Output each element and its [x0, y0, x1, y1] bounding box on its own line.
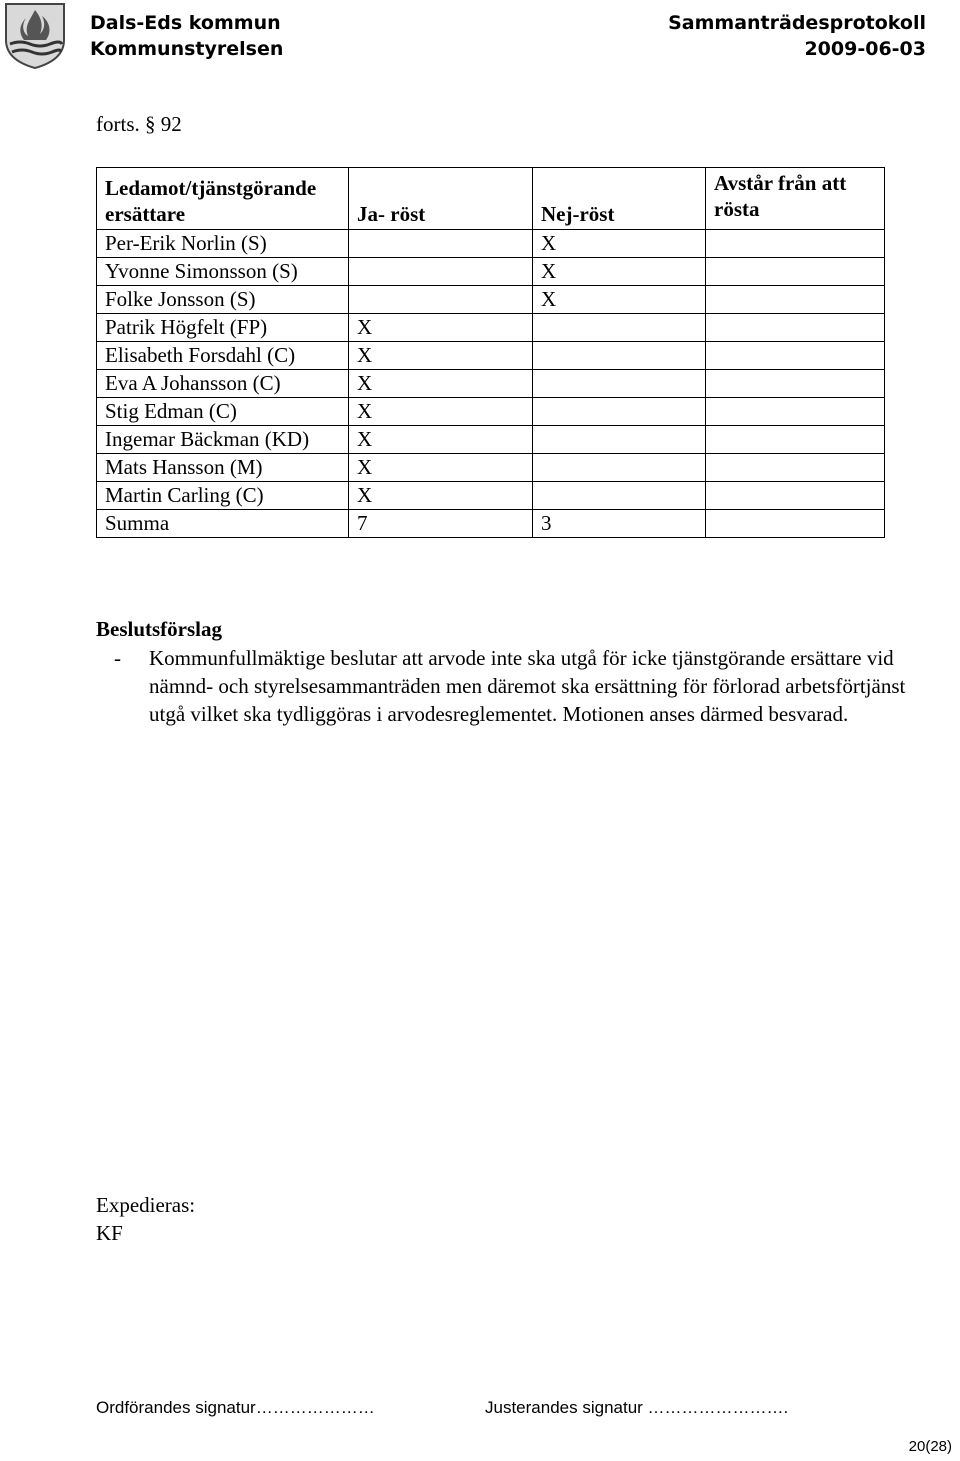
- cell-nej: X: [533, 258, 706, 286]
- table-row: [97, 426, 885, 454]
- table-row: [97, 314, 885, 342]
- cell-avstar: [706, 426, 885, 454]
- cell-avstar: [706, 286, 885, 314]
- cell-name: Elisabeth Forsdahl (C): [97, 342, 349, 370]
- cell-avstar: [706, 398, 885, 426]
- cell-avstar: [706, 314, 885, 342]
- cell-nej: X: [533, 230, 706, 258]
- cell-ja: X: [349, 342, 533, 370]
- cell-avstar: [706, 258, 885, 286]
- table-row: [97, 342, 885, 370]
- cell-nej: [533, 314, 706, 342]
- vote-table-header: [97, 168, 885, 230]
- header-right: [668, 10, 926, 62]
- cell-name: Martin Carling (C): [97, 482, 349, 510]
- proposal-title: Beslutsförslag: [96, 617, 222, 641]
- cell-ja: X: [349, 314, 533, 342]
- cell-name: Eva A Johansson (C): [97, 370, 349, 398]
- cell-nej: [533, 370, 706, 398]
- table-row: [97, 398, 885, 426]
- chair-signature: Ordförandes signatur…………………: [96, 1398, 375, 1417]
- table-row: [97, 370, 885, 398]
- vote-table: [96, 167, 885, 538]
- table-row: [97, 454, 885, 482]
- expedieras-label: Expedieras:: [96, 1193, 196, 1217]
- table-row: [97, 258, 885, 286]
- vote-table-body: [97, 230, 885, 538]
- cell-nej: [533, 454, 706, 482]
- proposal-body: [114, 644, 914, 728]
- cell-ja: X: [349, 454, 533, 482]
- cell-ja: X: [349, 482, 533, 510]
- cell-nej: [533, 342, 706, 370]
- cell-name: Summa: [97, 510, 349, 538]
- proposal-text: Kommunfullmäktige beslutar att arvode inte ska utgå för icke tjänstgörande ersättare vid nämnd- och styrelsesammanträden men däremot ska ersättning för förlorad arbetsförtjänst utgå vilket ska tydliggöras i arvodesreglementet. Motionen anses därmed besvarad.: [149, 646, 906, 726]
- cell-ja: X: [349, 398, 533, 426]
- cell-name: Mats Hansson (M): [97, 454, 349, 482]
- cell-ja: [349, 230, 533, 258]
- cell-avstar: [706, 454, 885, 482]
- page-number: 20(28): [908, 1438, 952, 1455]
- org-name: Dals-Eds kommun: [90, 12, 281, 34]
- cell-nej: 3: [533, 510, 706, 538]
- cell-name: Folke Jonsson (S): [97, 286, 349, 314]
- cell-ja: X: [349, 370, 533, 398]
- continuation-label: forts. § 92: [96, 112, 182, 136]
- cell-ja: [349, 286, 533, 314]
- header-ja: Ja- röst: [349, 168, 533, 230]
- header-nej: Nej-röst: [533, 168, 706, 230]
- cell-avstar: [706, 370, 885, 398]
- cell-ja: 7: [349, 510, 533, 538]
- table-row: [97, 510, 885, 538]
- cell-nej: [533, 426, 706, 454]
- cell-name: Yvonne Simonsson (S): [97, 258, 349, 286]
- cell-avstar: [706, 230, 885, 258]
- expedieras-recipient: KF: [96, 1221, 123, 1245]
- cell-avstar: [706, 342, 885, 370]
- cell-name: Ingemar Bäckman (KD): [97, 426, 349, 454]
- cell-nej: [533, 398, 706, 426]
- header-left: [90, 10, 283, 62]
- table-row: [97, 230, 885, 258]
- table-row: [97, 482, 885, 510]
- adjuster-signature: Justerandes signatur …………………….: [485, 1398, 789, 1417]
- proposal-bullet: -: [114, 646, 121, 670]
- cell-name: Per-Erik Norlin (S): [97, 230, 349, 258]
- doc-type: Sammanträdesprotokoll: [668, 12, 926, 34]
- municipality-logo: [0, 0, 70, 70]
- cell-ja: X: [349, 426, 533, 454]
- header-avstar: Avstår från att rösta: [706, 168, 885, 230]
- cell-ja: [349, 258, 533, 286]
- meeting-date: 2009-06-03: [804, 38, 926, 60]
- cell-avstar: [706, 482, 885, 510]
- cell-nej: [533, 482, 706, 510]
- cell-avstar: [706, 510, 885, 538]
- cell-nej: X: [533, 286, 706, 314]
- expedieras-block: [96, 1191, 195, 1247]
- header-name: Ledamot/tjänstgörande ersättare: [97, 168, 349, 230]
- cell-name: Patrik Högfelt (FP): [97, 314, 349, 342]
- cell-name: Stig Edman (C): [97, 398, 349, 426]
- body-name: Kommunstyrelsen: [90, 38, 284, 60]
- table-row: [97, 286, 885, 314]
